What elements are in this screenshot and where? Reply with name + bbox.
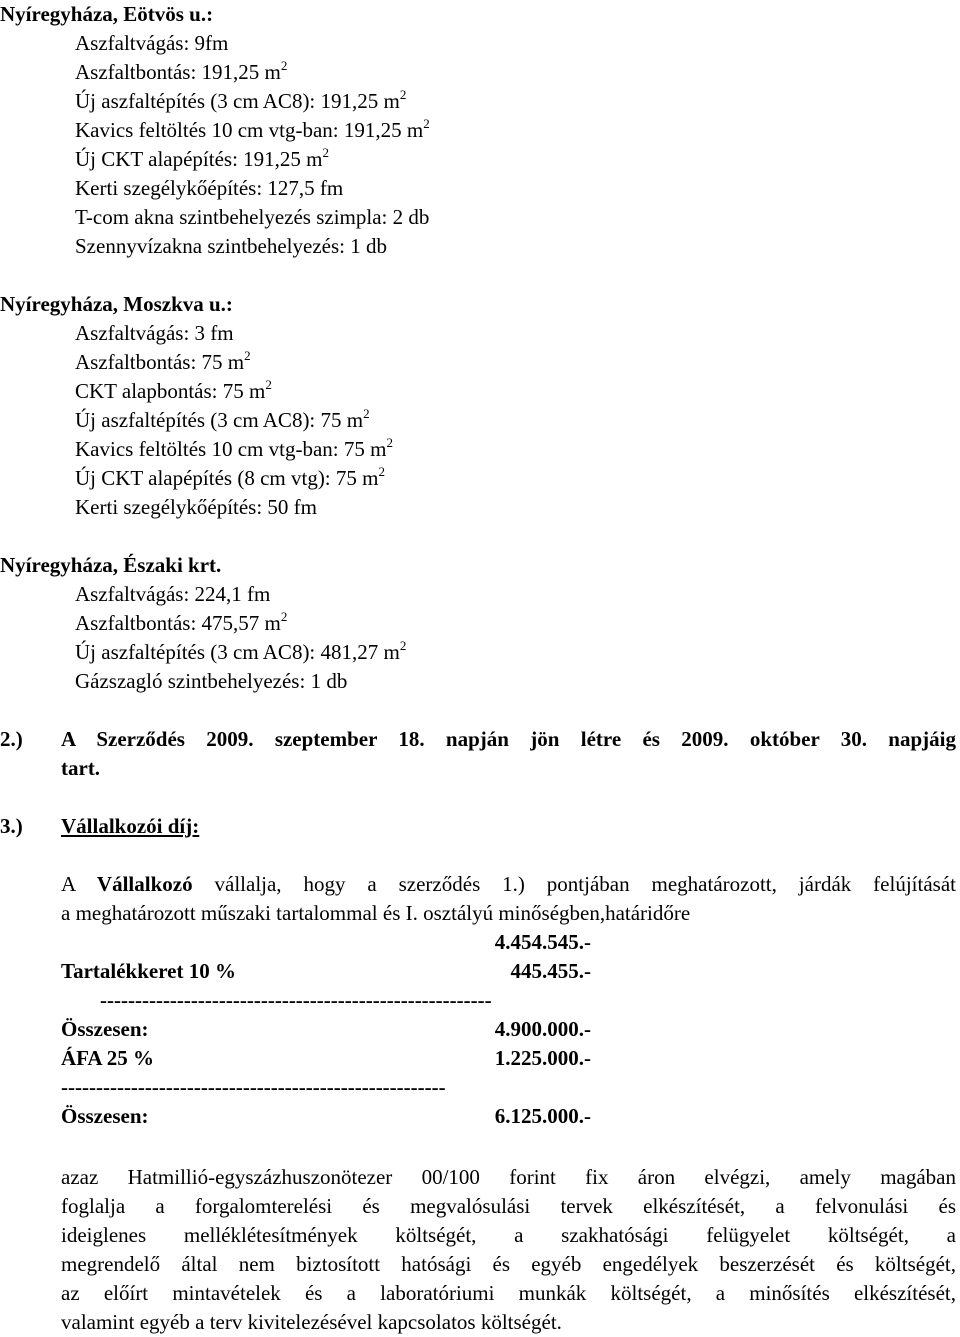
eotvos-item: Kerti szegélykőépítés: 127,5 fm: [75, 176, 344, 200]
fee-row-subtotal: [61, 1015, 591, 1044]
point-3-intro: A Vállalkozó vállalja, hogy a szerződés 1.) pontjában meghatározott, járdák felújítását: [61, 872, 956, 896]
fee-total-label: Összesen:: [61, 1104, 149, 1128]
fee-total-value: 6.125.000.-: [494, 1104, 591, 1128]
eszaki-item: Aszfaltbontás: 475,57 $m^2$: [75, 609, 288, 635]
point-2-number: 2.): [0, 727, 23, 751]
fee-row-base: [61, 928, 591, 957]
point-3-number: 3.): [0, 814, 23, 838]
moszkva-item: CKT alapbontás: 75 $m^2$: [75, 377, 272, 403]
moszkva-item: Aszfaltvágás: 3 fm: [75, 321, 234, 345]
eszaki-item: Új aszfaltépítés (3 cm AC8): 481,27 $m^2$: [75, 638, 407, 664]
eotvos-item: Aszfaltvágás: 9fm: [75, 31, 229, 55]
closing-line: azaz Hatmillió-egyszázhuszonötezer 00/100 forint fix áron elvégzi, amely magában: [61, 1165, 956, 1189]
fee-subtotal-value: 4.900.000.-: [494, 1017, 591, 1041]
closing-line-last: valamint egyéb a terv kivitelezésével kapcsolatos költségét.: [61, 1310, 562, 1334]
fee-row-total: [61, 1102, 591, 1131]
eotvos-item: Aszfaltbontás: 191,25 $m^2$: [75, 58, 288, 84]
point-2-text-cont: tart.: [61, 756, 101, 780]
fee-base-value: 4.454.545.-: [494, 930, 591, 954]
eotvos-item: Szennyvízakna szintbehelyezés: 1 db: [75, 234, 387, 258]
eotvos-item: Új CKT alapépítés: 191,25 $m^2$: [75, 145, 329, 171]
separator-line: -------------------------------------------------------: [61, 1075, 446, 1099]
closing-line: foglalja a forgalomterelési és megvalósulási tervek elkészítését, a felvonulási és: [61, 1194, 956, 1218]
moszkva-item: Aszfaltbontás: 75 $m^2$: [75, 348, 251, 374]
closing-line: az előírt mintavételek és a laboratóriumi munkák költségét, a minősítés elkészítését,: [61, 1281, 956, 1305]
eszaki-item: Aszfaltvágás: 224,1 fm: [75, 582, 271, 606]
closing-line: megrendelő által nem biztosított hatósági és egyéb engedélyek beszerzését és költségét,: [61, 1252, 956, 1276]
eotvos-item: T-com akna szintbehelyezés szimpla: 2 db: [75, 205, 430, 229]
closing-line: ideiglenes melléklétesítmények költségét, a szakhatósági felügyelet költségét, a: [61, 1223, 956, 1247]
fee-subtotal-label: Összesen:: [61, 1017, 149, 1041]
moszkva-item: Új CKT alapépítés (8 cm vtg): 75 $m^2$: [75, 464, 385, 490]
moszkva-item: Kavics feltöltés 10 cm vtg-ban: 75 $m^2$: [75, 435, 393, 461]
fee-vat-value: 1.225.000.-: [494, 1046, 591, 1070]
moszkva-item: Kerti szegélykőépítés: 50 fm: [75, 495, 318, 519]
eszaki-item: Gázszagló szintbehelyezés: 1 db: [75, 669, 348, 693]
eotvos-item: Új aszfaltépítés (3 cm AC8): 191,25 $m^2$: [75, 87, 407, 113]
point-2-text: A Szerződés 2009. szeptember 18. napján jön létre és 2009. október 30. napjáig: [61, 727, 956, 751]
fee-reserve-value: 445.455.-: [510, 959, 591, 983]
section-title-eotvos: Nyíregyháza, Eötvös u.:: [0, 2, 214, 26]
point-3-title: Vállalkozói díj:: [61, 814, 200, 838]
separator-line: --------------------------------------------------------: [100, 988, 492, 1012]
fee-row-vat: [61, 1044, 591, 1073]
moszkva-item: Új aszfaltépítés (3 cm AC8): 75 $m^2$: [75, 406, 370, 432]
section-title-eszaki: Nyíregyháza, Északi krt.: [0, 553, 222, 577]
point-3-intro-cont: a meghatározott műszaki tartalommal és I. osztályú minőségben,határidőre: [61, 901, 691, 925]
eotvos-item: Kavics feltöltés 10 cm vtg-ban: 191,25 $m^2$: [75, 116, 430, 142]
fee-vat-label: ÁFA 25 %: [61, 1046, 154, 1070]
section-title-moszkva: Nyíregyháza, Moszkva u.:: [0, 292, 233, 316]
fee-row-reserve: [61, 957, 591, 986]
fee-reserve-label: Tartalékkeret 10 %: [61, 959, 236, 983]
